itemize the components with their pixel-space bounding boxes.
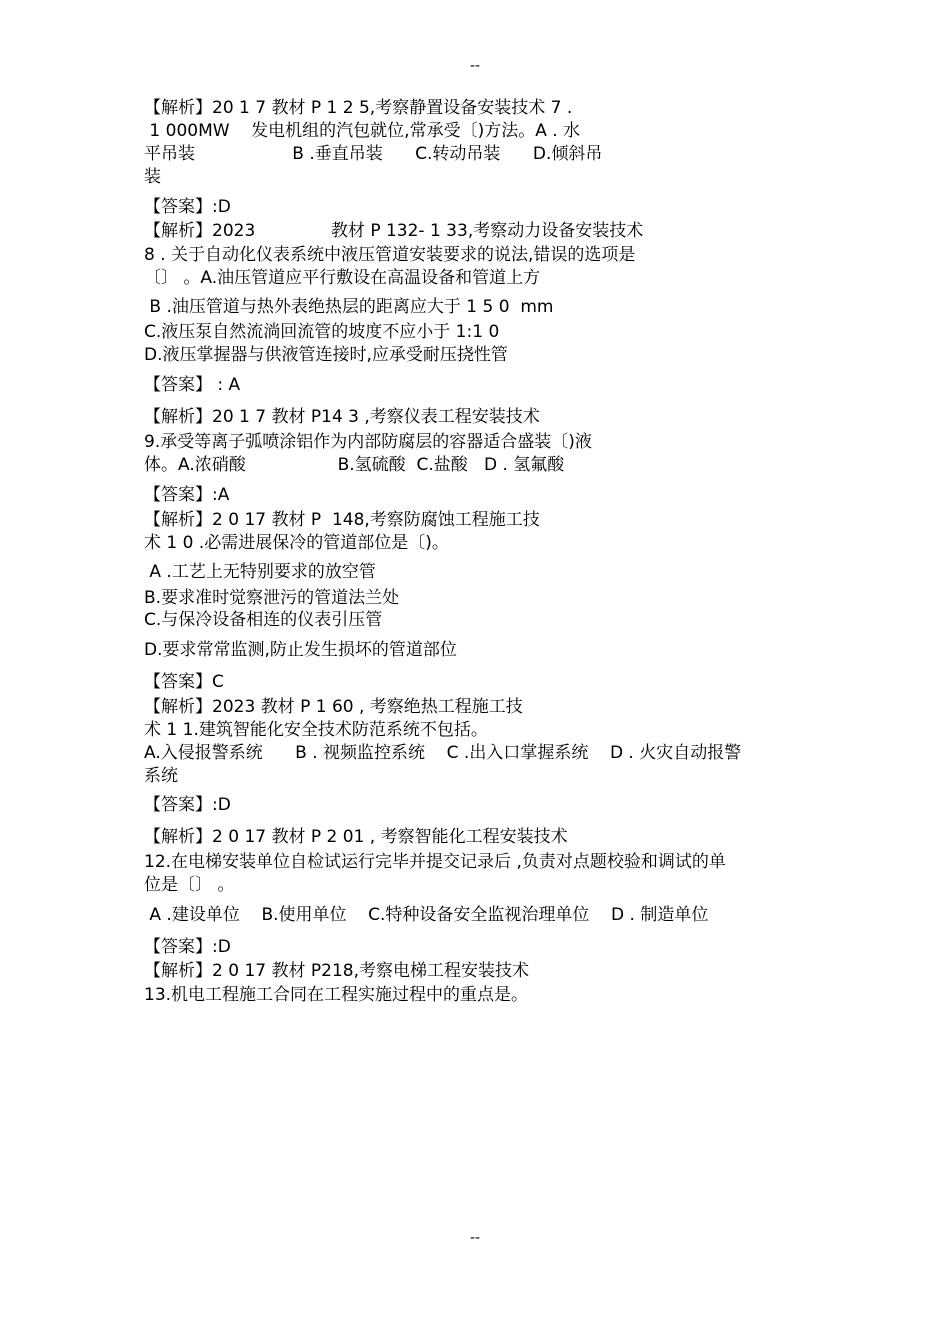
answer-line: 【答案】:D (144, 197, 231, 217)
question-line: 12.在电梯安装单位自检试运行完毕并提交记录后 ,负责对点题校验和调试的单 (144, 852, 726, 872)
page-header-mark: -- (469, 58, 481, 74)
analysis-line: 【解析】20 1 7 教材 P14 3 ,考察仪表工程安装技术 (144, 407, 540, 427)
question-line: 8 . 关于自动化仪表系统中液压管道安装要求的说法,错误的选项是 (144, 245, 636, 265)
text-line: 装 (144, 167, 161, 187)
text-line: 位是〔〕 。 (144, 875, 235, 895)
analysis-line: 【解析】2023 教材 P 132- 1 33,考察动力设备安装技术 (144, 221, 644, 241)
text-line: 术 1 1.建筑智能化安全技术防范系统不包括。 (144, 720, 488, 740)
analysis-line: 【解析】2 0 17 教材 P 148,考察防腐蚀工程施工技 (144, 510, 540, 530)
text-line: 体。A.浓硝酸 B.氢硫酸 C.盐酸 D . 氢氟酸 (144, 455, 565, 475)
text-line: 平吊装 B .垂直吊装 C.转动吊装 D.倾斜吊 (144, 144, 603, 164)
page-footer-mark: -- (469, 1230, 481, 1246)
text-line: 〔〕 。A.油压管道应平行敷设在高温设备和管道上方 (144, 268, 541, 288)
option-line: A .建设单位 B.使用单位 C.特种设备安全监视治理单位 D . 制造单位 (144, 905, 709, 925)
text-line: 系统 (144, 766, 178, 786)
analysis-line: 【解析】2023 教材 P 1 60 , 考察绝热工程施工技 (144, 697, 523, 717)
analysis-line: 【解析】2 0 17 教材 P218,考察电梯工程安装技术 (144, 961, 529, 981)
option-line: A.入侵报警系统 B . 视频监控系统 C .出入口掌握系统 D . 火灾自动报警 (144, 743, 742, 763)
answer-line: 【答案】:D (144, 795, 231, 815)
question-line: 9.承受等离子弧喷涂铝作为内部防腐层的容器适合盛装〔)液 (144, 432, 592, 452)
answer-line: 【答案】C (144, 672, 224, 692)
text-line: 【解析】20 1 7 教材 P 1 2 5,考察静置设备安装技术 7 . (144, 98, 573, 118)
answer-line: 【答案】:D (144, 937, 231, 957)
answer-line: 【答案】 : A (144, 375, 241, 395)
option-line: D.要求常常监测,防止发生损坏的管道部位 (144, 640, 457, 660)
option-line: A .工艺上无特别要求的放空管 (144, 562, 376, 582)
option-line: C.与保冷设备相连的仪表引压管 (144, 610, 383, 630)
option-line: B.要求准时觉察泄污的管道法兰处 (144, 588, 400, 608)
option-line: D.液压掌握器与供液管连接时,应承受耐压挠性管 (144, 345, 508, 365)
answer-line: 【答案】:A (144, 485, 230, 505)
text-line: 术 1 0 .必需进展保冷的管道部位是〔)。 (144, 533, 449, 553)
text-line: 1 000MW 发电机组的汽包就位,常承受〔)方法。A . 水 (144, 121, 581, 141)
question-line: 13.机电工程施工合同在工程实施过程中的重点是。 (144, 985, 529, 1005)
analysis-line: 【解析】2 0 17 教材 P 2 01 , 考察智能化工程安装技术 (144, 827, 568, 847)
option-line: B .油压管道与热外表绝热层的距离应大于 1 5 0 mm (144, 297, 554, 317)
option-line: C.液压泵自然流淌回流管的坡度不应小于 1:1 0 (144, 322, 500, 342)
